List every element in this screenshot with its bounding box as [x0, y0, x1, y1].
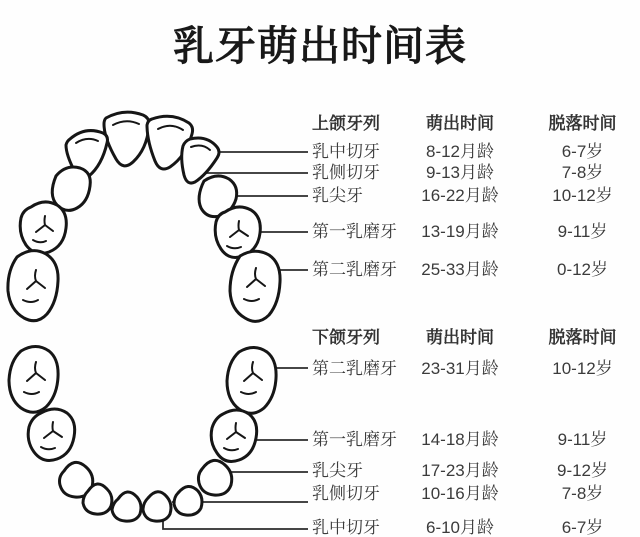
shedding-time: 6-7岁 [561, 518, 604, 537]
lower-table-header [0, 327, 640, 349]
tooth-name: 乳中切牙 [312, 518, 380, 537]
table-row [0, 259, 640, 281]
table-row [0, 162, 640, 184]
table-row [0, 185, 640, 207]
eruption-time: 13-19月龄 [421, 222, 499, 241]
table-row [0, 221, 640, 243]
table-row [0, 358, 640, 380]
eruption-time: 25-33月龄 [421, 260, 499, 279]
column-header-teeth: 下颌牙列 [312, 328, 380, 347]
column-header-shedding: 脱落时间 [548, 114, 617, 133]
column-header-teeth: 上颌牙列 [312, 114, 380, 133]
shedding-time: 7-8岁 [561, 484, 604, 503]
column-header-shedding: 脱落时间 [548, 328, 617, 347]
eruption-time: 23-31月龄 [421, 359, 499, 378]
eruption-time: 9-13月龄 [425, 163, 495, 182]
eruption-time: 6-10月龄 [425, 518, 495, 537]
shedding-time: 9-11岁 [557, 430, 608, 449]
eruption-time: 10-16月龄 [421, 484, 499, 503]
upper-table-header [0, 113, 640, 135]
table-row [0, 483, 640, 505]
tooth-name: 第二乳磨牙 [312, 260, 397, 279]
shedding-time: 6-7岁 [561, 142, 604, 161]
shedding-time: 0-12岁 [556, 260, 609, 279]
tooth-name: 第一乳磨牙 [312, 430, 397, 449]
shedding-time: 10-12岁 [552, 359, 613, 378]
table-row [0, 141, 640, 163]
tooth-name: 乳侧切牙 [312, 484, 380, 503]
column-header-eruption: 萌出时间 [426, 114, 494, 133]
eruption-time: 14-18月龄 [421, 430, 499, 449]
tooth-name: 乳尖牙 [312, 461, 363, 480]
tooth-name: 第二乳磨牙 [312, 359, 397, 378]
column-header-eruption: 萌出时间 [426, 328, 494, 347]
tooth-name: 乳尖牙 [312, 186, 363, 205]
eruption-time: 8-12月龄 [425, 142, 495, 161]
page-title: 乳牙萌出时间表 [173, 23, 467, 69]
tooth-name: 乳侧切牙 [312, 163, 380, 182]
tooth-name: 第一乳磨牙 [312, 222, 397, 241]
tooth-name: 乳中切牙 [312, 142, 380, 161]
eruption-time: 17-23月龄 [421, 461, 499, 480]
shedding-time: 9-12岁 [556, 461, 609, 480]
eruption-time: 16-22月龄 [421, 186, 499, 205]
shedding-time: 7-8岁 [561, 163, 604, 182]
table-row [0, 460, 640, 482]
shedding-time: 10-12岁 [552, 186, 613, 205]
table-row [0, 517, 640, 537]
table-row [0, 429, 640, 451]
shedding-time: 9-11岁 [557, 222, 608, 241]
